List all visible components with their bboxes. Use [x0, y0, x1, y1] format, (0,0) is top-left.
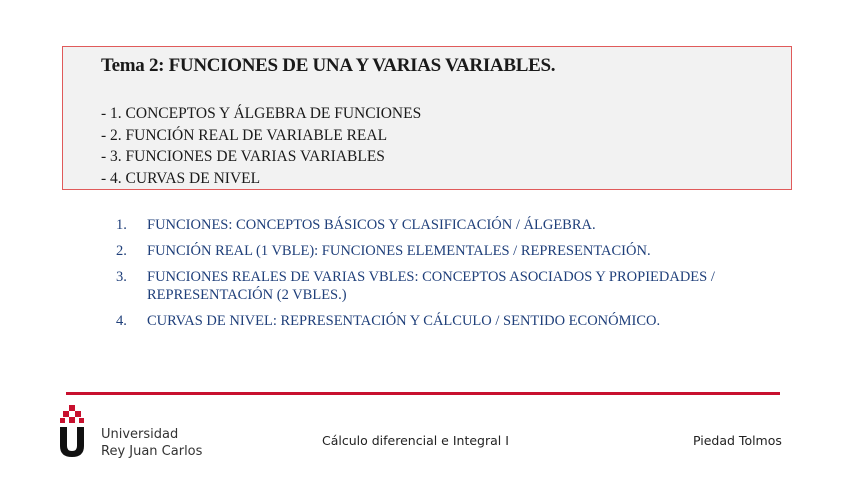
topic-items	[101, 103, 421, 189]
list-item-text: FUNCIONES: CONCEPTOS BÁSICOS Y CLASIFICACIÓN / ÁLGEBRA.	[147, 217, 596, 233]
topic-item: - 4. CURVAS DE NIVEL	[101, 169, 261, 187]
list-item-number: 3.	[116, 269, 127, 285]
course-name: Cálculo diferencial e Integral I	[322, 433, 509, 448]
list-item	[116, 312, 756, 330]
list-item-number: 1.	[116, 217, 127, 233]
university-name-line2: Rey Juan Carlos	[101, 444, 203, 459]
list-item-text: CURVAS DE NIVEL: REPRESENTACIÓN Y CÁLCULO / SENTIDO ECONÓMICO.	[147, 313, 661, 329]
university-name-line1: Universidad	[101, 427, 179, 442]
list-item	[116, 268, 756, 304]
author-name: Piedad Tolmos	[693, 433, 782, 448]
list-item-number: 4.	[116, 313, 127, 329]
list-item	[116, 216, 756, 234]
list-item	[116, 242, 756, 260]
topic-item: - 1. CONCEPTOS Y ÁLGEBRA DE FUNCIONES	[101, 105, 422, 122]
topic-item: - 3. FUNCIONES DE VARIAS VARIABLES	[101, 148, 385, 165]
numbered-list	[116, 216, 756, 338]
topic-item: - 2. FUNCIÓN REAL DE VARIABLE REAL	[101, 126, 388, 144]
topic-title: Tema 2: FUNCIONES DE UNA Y VARIAS VARIABLES.	[101, 55, 556, 76]
university-logo-icon	[57, 405, 87, 457]
topic-box	[62, 46, 792, 190]
list-item-text: FUNCIONES REALES DE VARIAS VBLES: CONCEPTOS ASOCIADOS Y PROPIEDADES / REPRESENTACIÓN (2 VBLES.)	[147, 269, 715, 303]
list-item-text: FUNCIÓN REAL (1 VBLE): FUNCIONES ELEMENTALES / REPRESENTACIÓN.	[147, 243, 651, 259]
list-item-number: 2.	[116, 243, 127, 259]
footer-divider	[66, 392, 780, 395]
university-name	[101, 426, 202, 460]
